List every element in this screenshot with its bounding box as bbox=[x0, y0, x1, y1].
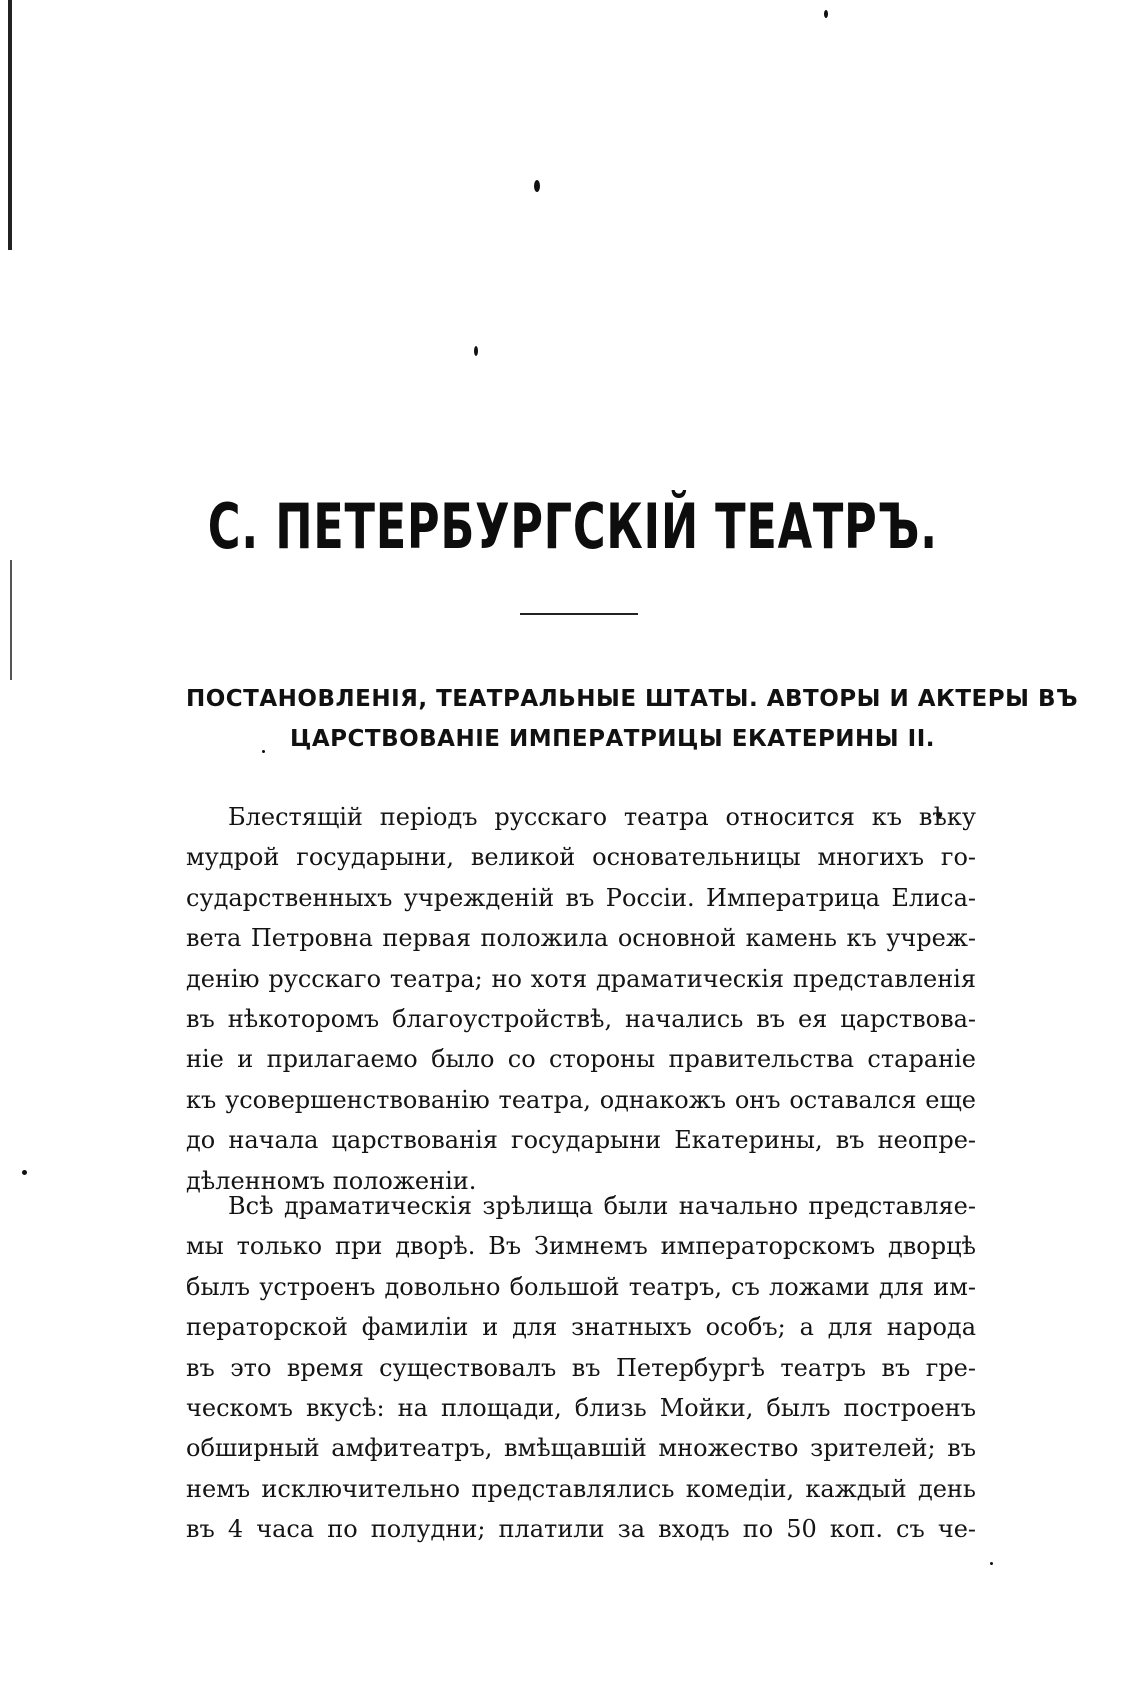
text-line: дѣленномъ положеніи. bbox=[186, 1166, 477, 1195]
text-line: денію русскаго театра; но хотя драматическія представленія bbox=[186, 964, 976, 993]
text-line: въ 4 часа по полудни; платили за входъ по 50 коп. съ че- bbox=[186, 1515, 976, 1544]
text-line: обширный амфитеатръ, вмѣщавшій множество зрителей; въ bbox=[186, 1434, 976, 1463]
text-line: ческомъ вкусѣ: на площади, близь Мойки, былъ построенъ bbox=[186, 1393, 976, 1422]
title-divider bbox=[520, 613, 638, 615]
text-line: сударственныхъ учрежденій въ Россіи. Императрица Елиса- bbox=[186, 883, 976, 912]
scan-edge-mark bbox=[8, 0, 12, 250]
chapter-subtitle-line-2: ЦАРСТВОВАНІЕ ИМПЕРАТРИЦЫ ЕКАТЕРИНЫ II. bbox=[290, 726, 935, 752]
text-line: мудрой государыни, великой основательницы многихъ го- bbox=[186, 843, 976, 872]
ink-speck bbox=[824, 10, 828, 18]
page-title: С. ПЕТЕРБУРГСКІЙ ТЕАТРЪ. bbox=[207, 490, 938, 563]
text-line: въ это время существовалъ въ Петербургѣ театръ въ гре- bbox=[186, 1353, 976, 1382]
text-line: Всѣ драматическія зрѣлища были начально представляе- bbox=[228, 1192, 976, 1220]
ink-speck bbox=[22, 1170, 27, 1175]
ink-speck bbox=[534, 180, 540, 192]
text-line: къ усовершенствованію театра, однакожъ онъ оставался еще bbox=[186, 1085, 976, 1114]
paragraph-2 bbox=[186, 1186, 976, 1550]
ink-speck bbox=[262, 750, 265, 753]
text-line: Блестящій періодъ русскаго театра относится къ вѣку bbox=[228, 803, 976, 831]
text-line: до начала царствованія государыни Екатерины, въ неопре- bbox=[186, 1126, 976, 1155]
text-line: мы только при дворѣ. Въ Зимнемъ императорскомъ дворцѣ bbox=[186, 1232, 976, 1261]
text-line: былъ устроенъ довольно большой театръ, съ ложами для им- bbox=[186, 1272, 976, 1301]
chapter-subtitle-line-1: ПОСТАНОВЛЕНІЯ, ТЕАТРАЛЬНЫЕ ШТАТЫ. АВТОРЫ И АКТЕРЫ ВЪ bbox=[186, 686, 1079, 712]
scan-edge-mark bbox=[10, 560, 12, 680]
paragraph-1 bbox=[186, 797, 976, 1201]
text-line: вета Петровна первая положила основной камень къ учреж- bbox=[186, 924, 976, 953]
text-line: немъ исключительно представлялись комедіи, каждый день bbox=[186, 1474, 976, 1503]
text-line: ніе и прилагаемо было со стороны правительства стараніе bbox=[186, 1045, 976, 1074]
ink-speck bbox=[990, 1562, 993, 1565]
text-line: въ нѣкоторомъ благоустройствѣ, начались въ ея царствова- bbox=[186, 1004, 976, 1033]
ink-speck bbox=[474, 346, 478, 356]
text-line: ператорской фамиліи и для знатныхъ особъ; а для народа bbox=[186, 1313, 976, 1342]
